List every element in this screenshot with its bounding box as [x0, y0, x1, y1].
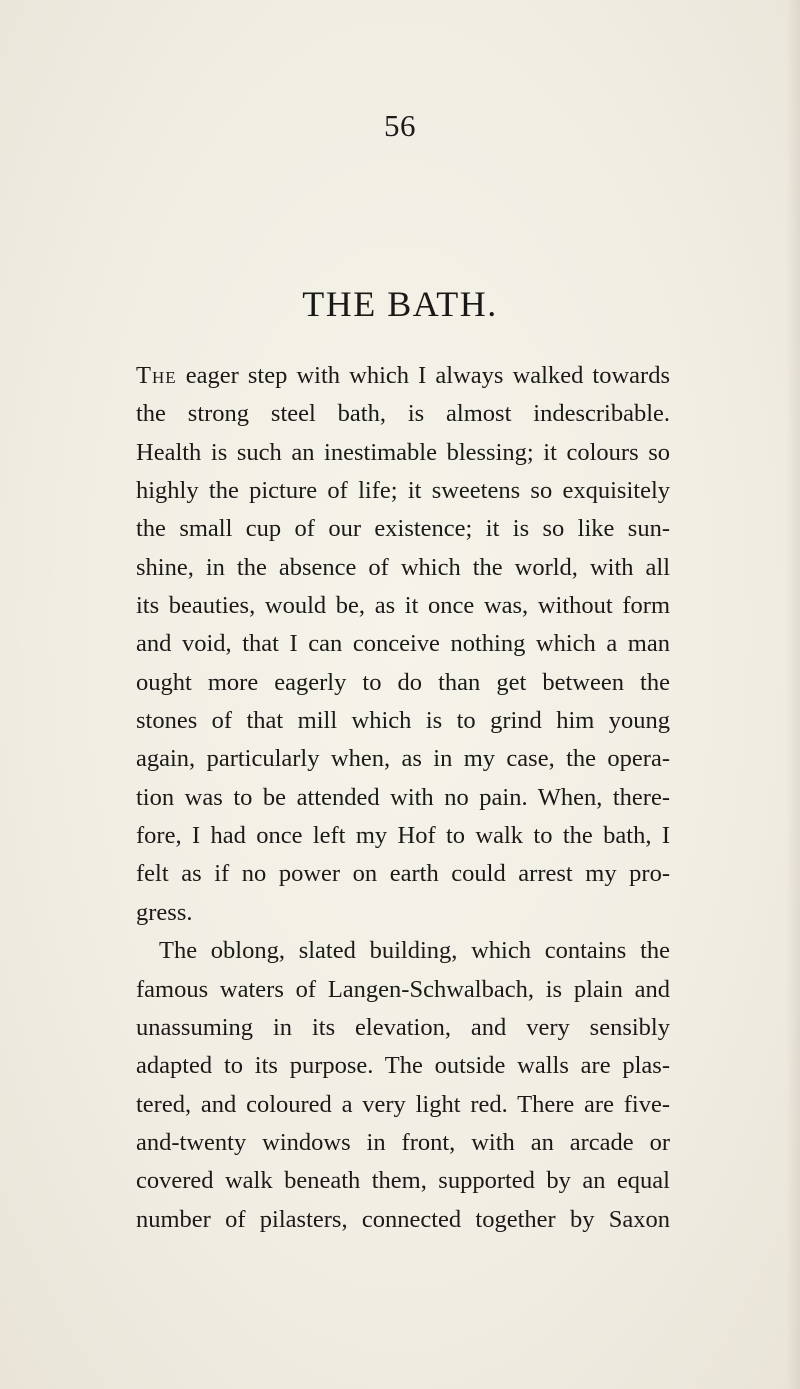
text-line: fore, I had once left my Hof to walk to the bath, I [136, 822, 670, 850]
text-line: stones of that mill which is to grind him young [136, 707, 670, 735]
text-line: The oblong, slated building, which contains the [159, 937, 670, 965]
text-line: Health is such an inestimable blessing; it colours so [136, 438, 670, 466]
page-edge-shadow [786, 0, 800, 1389]
text-line-rest: eager step with which I always walked towards [176, 362, 670, 389]
text-line: again, particularly when, as in my case, the opera- [136, 745, 670, 773]
text-line: the small cup of our existence; it is so like sun- [136, 515, 670, 543]
text-line: its beauties, would be, as it once was, without form [136, 592, 670, 620]
text-line: ought more eagerly to do than get between the [136, 668, 670, 696]
drop-word: The [136, 362, 177, 389]
text-line: and-twenty windows in front, with an arcade or [136, 1128, 670, 1156]
text-line: gress. [136, 898, 193, 926]
text-line: highly the picture of life; it sweetens so exquisitely [136, 477, 670, 505]
text-line: famous waters of Langen-Schwalbach, is plain and [136, 975, 670, 1003]
page-number: 56 [384, 108, 416, 143]
text-line: adapted to its purpose. The outside walls are plas- [136, 1052, 670, 1080]
text-line: tered, and coloured a very light red. There are five- [136, 1090, 670, 1118]
text-line: felt as if no power on earth could arrest my pro- [136, 860, 670, 888]
body-text [136, 357, 670, 1239]
text-line: unassuming in its elevation, and very sensibly [136, 1013, 670, 1041]
text-line: number of pilasters, connected together by Saxon [136, 1205, 670, 1233]
text-line: and void, that I can conceive nothing which a man [136, 630, 670, 658]
text-line: shine, in the absence of which the world, with all [136, 553, 670, 581]
text-line [136, 357, 670, 395]
text-line: the strong steel bath, is almost indescribable. [136, 400, 670, 428]
text-line: covered walk beneath them, supported by an equal [136, 1167, 670, 1195]
text-line: tion was to be attended with no pain. When, there- [136, 783, 670, 811]
chapter-title: THE BATH. [302, 284, 498, 324]
